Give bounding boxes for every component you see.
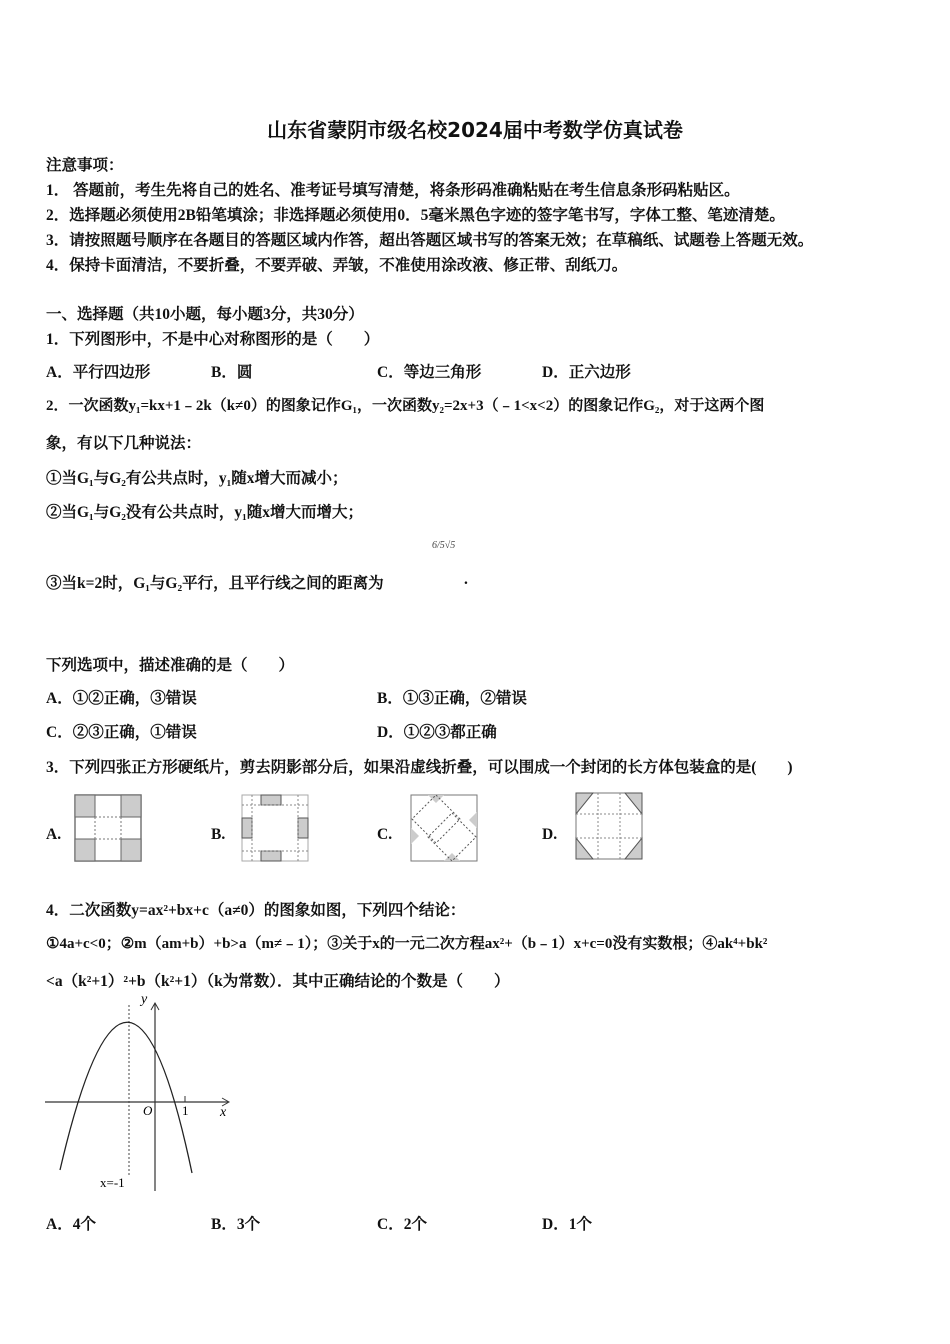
q2-option-b: B．①③正确，②错误 xyxy=(377,690,527,707)
q3-label-d: D. xyxy=(542,826,558,843)
q1-option-a: A．平行四边形 xyxy=(46,364,151,381)
q2-statement-2: ②当G₁与G₂没有公共点时，y₁随x增大而增大； xyxy=(46,504,364,521)
q4-option-c: C．2个 xyxy=(377,1216,427,1233)
q1-option-d: D．正六边形 xyxy=(542,364,631,381)
q1-option-b: B．圆 xyxy=(211,364,253,381)
q3-stem: 3．下列四张正方形硬纸片，剪去阴影部分后，如果沿虚线折叠，可以围成一个封闭的长方体包装盒的是( ) xyxy=(46,759,793,776)
q4-line3: <a（k²+1）²+b（k²+1）（k为常数）．其中正确结论的个数是（ ） xyxy=(46,973,510,990)
q2-statement-1: ①当G₁与G₂有公共点时，y₁随x增大而减小； xyxy=(46,470,348,487)
q2-statement-3-end: . xyxy=(464,571,468,588)
q3-label-a: A. xyxy=(46,826,62,843)
notice-item: 2．选择题必须使用2B铅笔填涂；非选择题必须使用0．5毫米黑色字迹的签字笔书写，字体工整、笔迹清楚。 xyxy=(46,207,785,224)
q2-option-c: C．②③正确，①错误 xyxy=(46,724,197,741)
q4-line2: ①4a+c<0；②m（am+b）+b>a（m≠﹣1）；③关于x的一元二次方程ax²+（b﹣1）x+c=0没有实数根；④ak⁴+bk² xyxy=(46,936,768,952)
q2-line2: 象，有以下几种说法： xyxy=(46,435,202,452)
notice-item: 4．保持卡面清洁，不要折叠，不要弄破、弄皱，不准使用涂改液、修正带、刮纸刀。 xyxy=(46,257,628,274)
figure-a xyxy=(74,794,142,862)
figure-d xyxy=(575,792,643,860)
figure-c xyxy=(410,794,478,862)
notice-item: 1． 答题前，考生先将自己的姓名、准考证号填写清楚，将条形码准确粘贴在考生信息条形码粘贴区。 xyxy=(46,182,740,199)
q2-prompt: 下列选项中，描述准确的是（ ） xyxy=(46,657,295,674)
q3-label-b: B. xyxy=(211,826,226,843)
q1-option-c: C．等边三角形 xyxy=(377,364,482,381)
tick-label: 1 xyxy=(182,1103,189,1118)
q4-option-b: B．3个 xyxy=(211,1216,261,1233)
q2-statement-3: ③当k=2时，G₁与G₂平行，且平行线之间的距离为 xyxy=(46,575,384,592)
x-label: x xyxy=(220,1105,227,1120)
notice-heading: 注意事项： xyxy=(46,157,124,174)
distance-formula: 6/5√5 xyxy=(432,540,456,551)
q3-label-c: C. xyxy=(377,826,393,843)
q2-option-a: A．①②正确，③错误 xyxy=(46,690,197,707)
symmetry-label: x=-1 xyxy=(100,1175,125,1190)
q1-stem: 1．下列图形中，不是中心对称图形的是（ ） xyxy=(46,331,380,348)
y-label: y xyxy=(141,995,148,1007)
q2-line1: 2．一次函数y₁=kx+1﹣2k（k≠0）的图象记作G₁，一次函数y₂=2x+3（﹣1<x<2）的图象记作G₂，对于这两个图 xyxy=(46,398,765,414)
q4-option-d: D．1个 xyxy=(542,1216,592,1233)
parabola-graph xyxy=(40,995,240,1195)
origin-label: O xyxy=(143,1103,153,1118)
notice-item: 3．请按照题号顺序在各题目的答题区域内作答，超出答题区域书写的答案无效；在草稿纸、试题卷上答题无效。 xyxy=(46,232,814,249)
figure-b xyxy=(241,794,309,862)
q4-line1: 4．二次函数y=ax²+bx+c（a≠0）的图象如图，下列四个结论： xyxy=(46,902,466,919)
page-title: 山东省蒙阴市级名校2024届中考数学仿真试卷 xyxy=(267,118,683,142)
parabola-curve xyxy=(60,1022,192,1173)
q2-option-d: D．①②③都正确 xyxy=(377,724,497,741)
section-heading: 一、选择题（共10小题，每小题3分，共30分） xyxy=(46,306,364,323)
q4-option-a: A．4个 xyxy=(46,1216,96,1233)
